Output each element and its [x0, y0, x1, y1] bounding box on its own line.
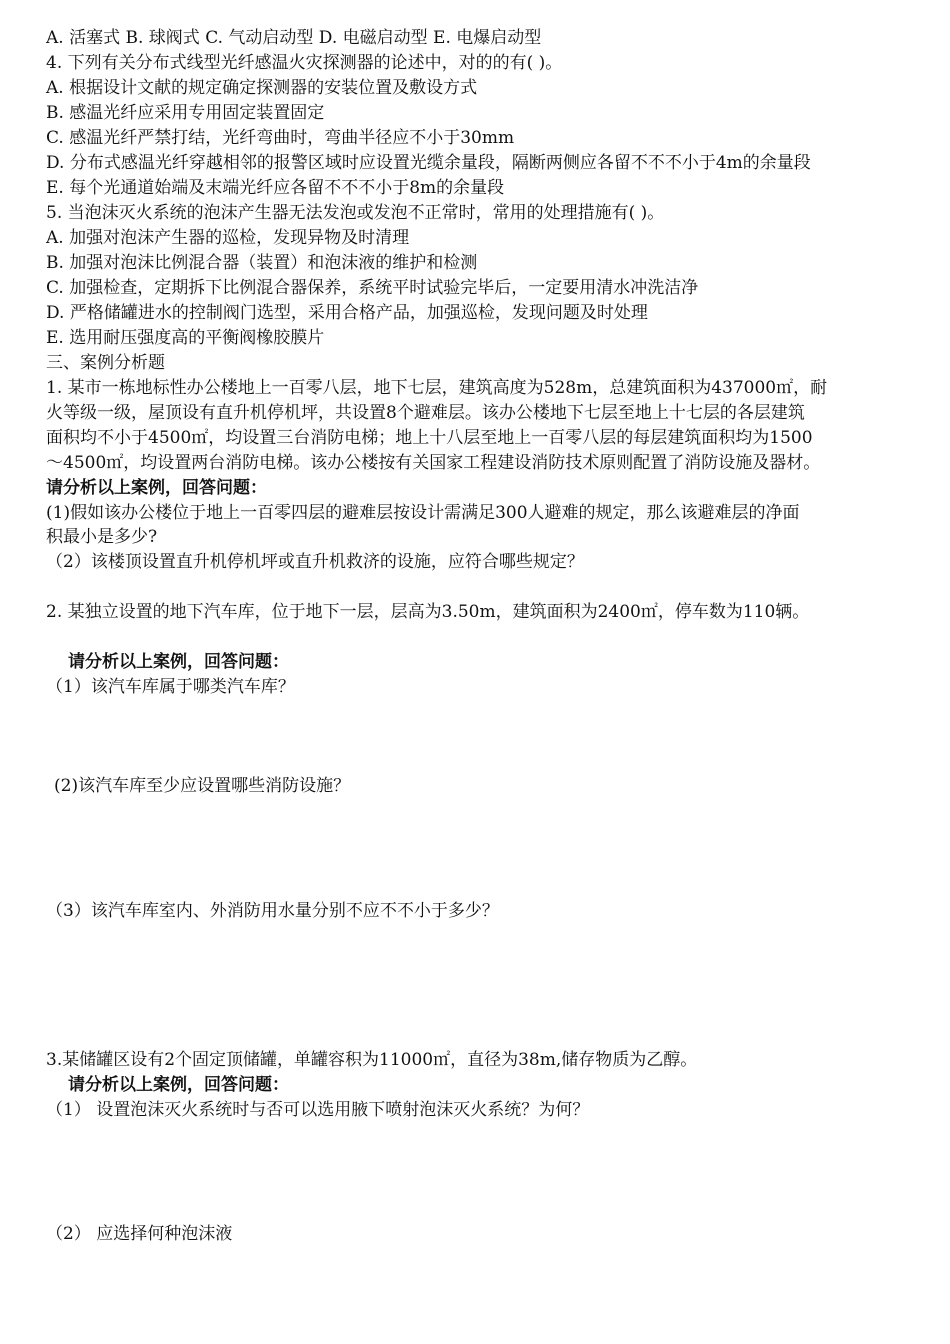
q4-option-b: B. 感温光纤应采用专用固定装置固定 [46, 103, 325, 123]
q5-option-c: C. 加强检查，定期拆下比例混合器保养，系统平时试验完毕后，一定要用清水冲洗洁净 [46, 278, 699, 298]
case1-question-1: (1)假如该办公楼位于地上一百零四层的避难层按设计需满足300人避难的规定，那么该避难层的净面 [46, 503, 800, 523]
case1-text-line: 火等级一级，屋顶设有直升机停机坪，共设置8个避难层。该办公楼地下七层至地上十七层的各层建筑 [46, 403, 805, 423]
section-title: 三、案例分析题 [46, 353, 165, 373]
q4-option-d: D. 分布式感温光纤穿越相邻的报警区域时应设置光缆余量段，隔断两侧应各留不不不小于4m的余量段 [46, 153, 811, 173]
q5-option-b: B. 加强对泡沫比例混合器（装置）和泡沫液的维护和检测 [46, 253, 478, 273]
case1-question-2: （2）该楼顶设置直升机停机坪或直升机救济的设施，应符合哪些规定？ [46, 552, 584, 572]
case2-question-2: (2)该汽车库至少应设置哪些消防设施？ [54, 776, 351, 796]
case1-text-line: ～4500㎡，均设置两台消防电梯。该办公楼按有关国家工程建设消防技术原则配置了消防设施及器材。 [46, 453, 821, 473]
case2-text-line: 2. 某独立设置的地下汽车库，位于地下一层，层高为3.50m，建筑面积为2400㎡，停车数为110辆。 [46, 602, 810, 622]
case1-text-line: 面积均不小于4500㎡，均设置三台消防电梯；地上十八层至地上一百零八层的每层建筑面积均为1500 [46, 428, 813, 448]
case3-text-line: 3.某储罐区设有2个固定顶储罐，单罐容积为11000㎡，直径为38m,储存物质为乙醇。 [46, 1050, 698, 1070]
q4-option-e: E. 每个光通道始端及末端光纤应各留不不不小于8m的余量段 [46, 178, 505, 198]
case3-prompt: 请分析以上案例，回答问题： [68, 1075, 289, 1095]
case2-prompt: 请分析以上案例，回答问题： [68, 652, 289, 672]
q5-option-a: A. 加强对泡沫产生器的巡检，发现异物及时清理 [46, 228, 410, 248]
q4-option-a: A. 根据设计文献的规定确定探测器的安装位置及敷设方式 [46, 78, 478, 98]
q5-option-d: D. 严格储罐进水的控制阀门选型，采用合格产品，加强巡检，发现问题及时处理 [46, 303, 648, 323]
q3-options-line: A. 活塞式 B. 球阀式 C. 气动启动型 D. 电磁启动型 E. 电爆启动型 [46, 28, 542, 48]
case3-question-1: （1） 设置泡沫灭火系统时与否可以选用腋下喷射泡沫灭火系统？为何？ [46, 1100, 590, 1120]
q4-option-c: C. 感温光纤严禁打结，光纤弯曲时，弯曲半径应不小于30mm [46, 128, 515, 148]
q5-option-e: E. 选用耐压强度高的平衡阀橡胶膜片 [46, 328, 325, 348]
case1-text-line: 1. 某市一栋地标性办公楼地上一百零八层，地下七层，建筑高度为528m，总建筑面积为437000㎡，耐 [46, 378, 828, 398]
case2-question-1: （1）该汽车库属于哪类汽车库？ [46, 677, 295, 697]
case1-question-1-cont: 积最小是多少? [46, 527, 158, 547]
case2-question-3: （3）该汽车库室内、外消防用水量分别不应不不小于多少？ [46, 901, 499, 921]
q4-stem: 4. 下列有关分布式线型光纤感温火灾探测器的论述中，对的的有( )。 [46, 53, 563, 73]
q5-stem: 5. 当泡沫灭火系统的泡沫产生器无法发泡或发泡不正常时，常用的处理措施有( )。 [46, 203, 665, 223]
case3-question-2: （2） 应选择何种泡沫液 [46, 1224, 233, 1244]
case1-prompt: 请分析以上案例，回答问题： [46, 478, 267, 498]
